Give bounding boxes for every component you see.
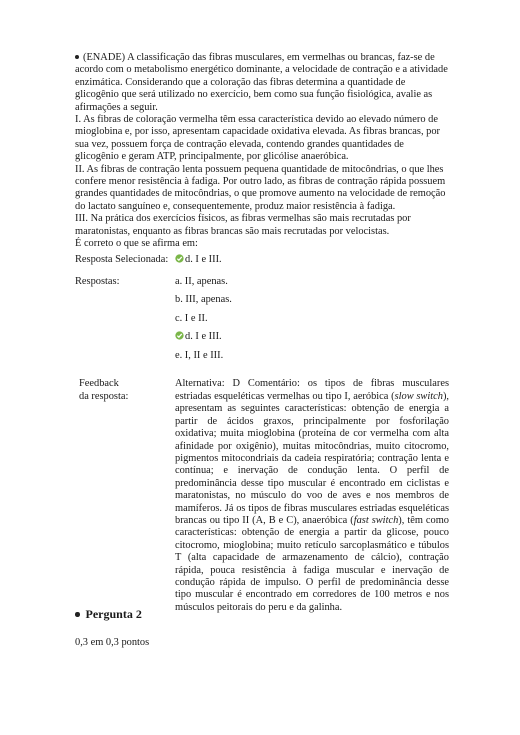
- bullet-icon: [75, 55, 79, 59]
- option-d: d. I e III.: [175, 331, 449, 350]
- question-intro: (ENADE) A classificação das fibras musculares, em vermelhas ou brancas, faz-se de acordo com o metabolismo energético dominante, a velocidade de contração e a atividade enzimática. Considerando que a coloração das fibras determina a quantidade de glicogênio que será utilizado no exercício, bem como sua função fisiológica, avalie as afirmações a seguir.: [75, 52, 448, 113]
- feedback-text: Alternativa: D Comentário: os tipos de fibras musculares estriadas esqueléticas vermelhas ou tipo I, aeróbica (slow switch), apresentam as seguintes características: obtenção de energia a partir de ácidos graxos, principalmente por fosforilação oxidativa; muita mioglobina (proteína de cor vermelha com alta afinidade por oxigênio), muitas mitocôndrias, muito citocromo, pigmentos mitocondriais da cadeia respiratória; contração lenta e contínua; e inervação de condução lenta. O perfil de predominância desse tipo muscular é encontrado em ciclistas e maratonistas, no músculo do voo de aves e nos membros de mamíferos. Já os tipos de fibras musculares estriadas esqueléticas brancas ou tipo II (A, B e C), anaeróbica (fast switch), têm como características: obtenção de energia a partir da glicose, pouco citocromo, mioglobina; muito retículo sarcoplasmático e túbulos T (alta capacidade de armazenamento de cálcio), contração rápida, pouca resistência à fadiga muscular e inervação de condução rápida de impulso. O perfil de predominância desse tipo muscular é encontrado em corredores de 100 metros e nos músculos peitorais do peru e da galinha.: [175, 378, 449, 613]
- correct-check-icon: [175, 331, 184, 340]
- statement-2: II. As fibras de contração lenta possuem pequena quantidade de mitocôndrias, o que lhes confere menor resistência à fadiga. Por outro lado, as fibras de contração rápida possuem grandes quantidades de mitocôndrias, o que promove aumento na velocidade de remoção do lactato sanguíneo e, consequentemente, produz maior resistência à fadiga.: [75, 163, 446, 212]
- option-b: b. III, apenas.: [175, 294, 232, 306]
- feedback-row: [75, 378, 449, 614]
- selected-answer-row: [75, 254, 449, 276]
- feedback-label: Feedback da resposta:: [79, 378, 129, 402]
- option-e: e. I, II e III.: [175, 349, 224, 361]
- selected-answer-label: Resposta Selecionada:: [75, 253, 169, 265]
- responses-label: Respostas:: [75, 275, 120, 287]
- statement-1: I. As fibras de coloração vermelha têm essa característica devido ao elevado número de mioglobina e, por isso, apresentam capacidade oxidativa elevada. As fibras brancas, por sua vez, possuem força de contração elevada, contendo grandes quantidades de glicogênio e geram ATP, principalmente, por glicólise anaeróbica.: [75, 114, 440, 163]
- question-block: [75, 52, 449, 614]
- response-options: [175, 276, 449, 369]
- question-2-heading[interactable]: Pergunta 2: [75, 607, 142, 622]
- question-text: [75, 52, 449, 251]
- statement-3: III. Na prática dos exercícios físicos, as fibras vermelhas são mais recrutadas por maratonistas, enquanto as fibras brancas são mais recrutadas por velocistas.: [75, 213, 411, 237]
- answer-table: [75, 254, 449, 369]
- selected-answer-value: d. I e III.: [175, 254, 449, 276]
- option-a: a. II, apenas.: [175, 275, 228, 287]
- bullet-icon: [75, 612, 80, 617]
- responses-row: [75, 276, 449, 369]
- option-c: c. I e II.: [175, 312, 208, 324]
- question-prompt: É correto o que se afirma em:: [75, 238, 198, 250]
- correct-check-icon: [175, 254, 184, 263]
- question-2-score: 0,3 em 0,3 pontos: [75, 637, 150, 648]
